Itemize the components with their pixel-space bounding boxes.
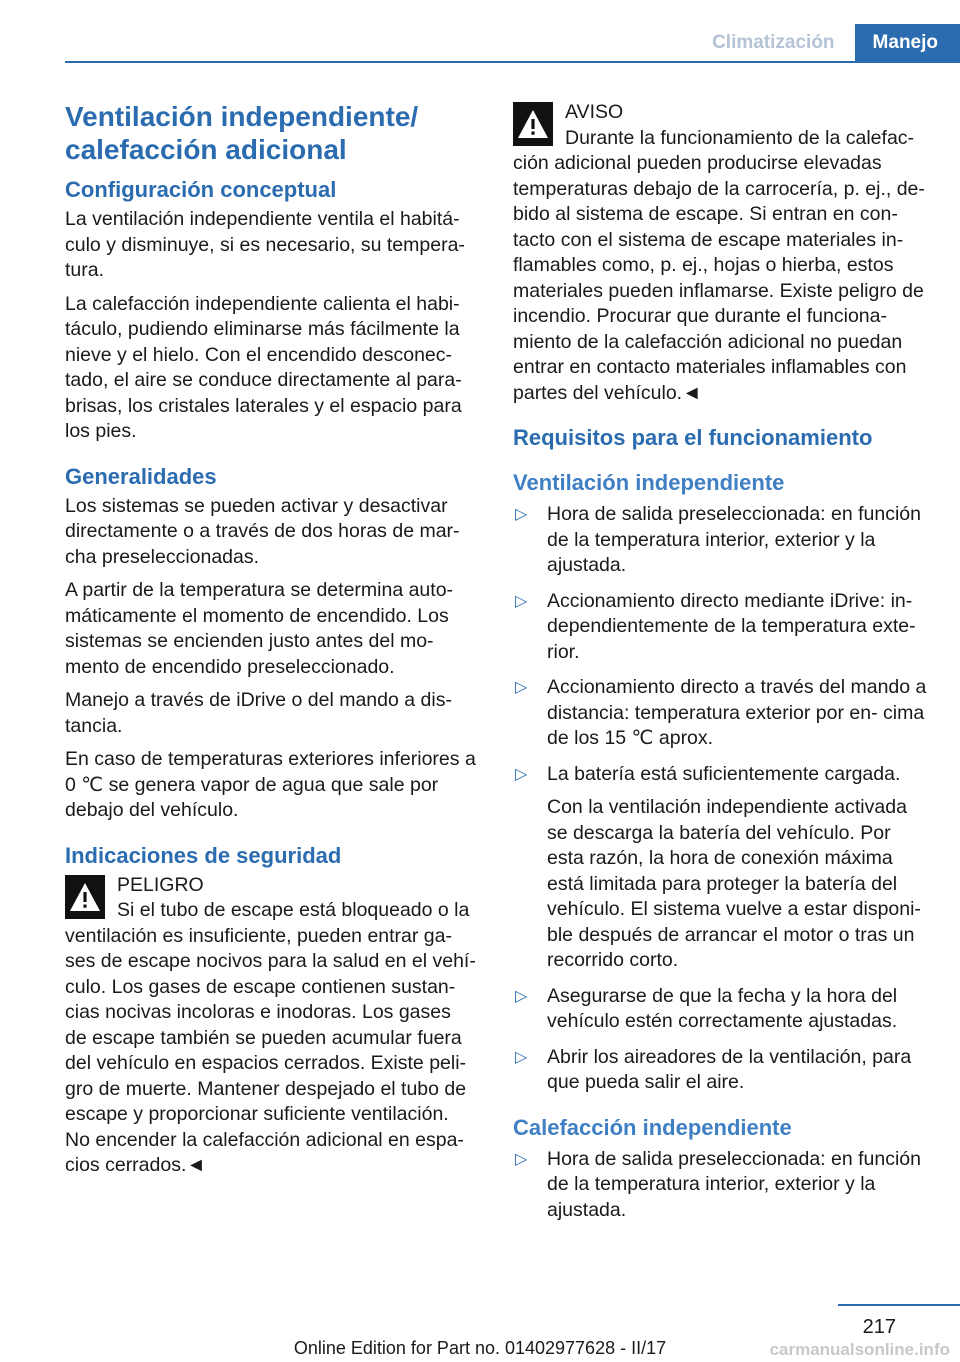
- triangle-bullet-icon: ▷: [515, 506, 528, 523]
- header-divider: [65, 61, 960, 63]
- triangle-bullet-icon: ▷: [515, 592, 528, 610]
- triangle-bullet-icon: ▷: [515, 679, 528, 696]
- list-item: ▷ Hora de salida preseleccionada: en función de la temperatura interior, exterior y la ajustada.: [515, 503, 921, 576]
- danger-box: [65, 873, 477, 1179]
- notice-box: [513, 100, 927, 406]
- triangle-bullet-icon: ▷: [515, 987, 528, 1005]
- list-item: ▷ Accionamiento directo a través del mando a distancia: temperatura exterior por en- cima de los 15 ℃ aprox.: [515, 676, 927, 749]
- left-column: [65, 100, 477, 1179]
- concept-paragraph-2: La calefacción independiente calienta el habi- táculo, pudiendo eliminarse más fácilmente la nieve y el hielo. Con el encendido desconec- tado, el aire se conduce directamente al para- brisas, los cristales laterales y el espacio para los pies.: [65, 292, 462, 442]
- list-item: ▷ Accionamiento directo mediante iDrive: in- dependientemente de la temperatura exte- rior.: [515, 589, 916, 663]
- notice-text: ción adicional pueden producirse elevadas temperaturas debajo de la carrocería, p. ej., de- bido al sistema de escape. Si entran en con- tacto con el sistema de escape materiales in- flamables como, p. ej., hojas o hierba, estos materiales pueden inflamarse. Existe peligro de incendio. Procurar que durante el funciona- miento de la calefacción adicional no puedan entrar en contacto materiales inflamables con partes del vehículo.◄: [513, 152, 925, 404]
- watermark: carmanualsonline.info: [769, 1340, 950, 1359]
- page-number: 217: [862, 1316, 896, 1338]
- safety-heading: Indicaciones de seguridad: [65, 842, 342, 868]
- warning-triangle-icon: [513, 102, 553, 146]
- warning-triangle-icon: [65, 875, 105, 919]
- ventilation-list: [513, 502, 927, 1096]
- list-item: ▷ Hora de salida preseleccionada: en función de la temperatura interior, exterior y la ajustada.: [515, 1147, 921, 1221]
- triangle-bullet-icon: ▷: [515, 765, 528, 783]
- header-tabs: [692, 24, 960, 62]
- general-paragraph-4: En caso de temperaturas exteriores inferiores a 0 ℃ se genera vapor de agua que sale por debajo del vehículo.: [65, 748, 476, 821]
- list-item: ▷ Asegurarse de que la fecha y la hora del vehículo estén correctamente ajustadas.: [515, 984, 898, 1032]
- concept-heading: Configuración conceptual: [65, 177, 337, 202]
- list-item: ▷ Abrir los aireadores de la ventilación, para que pueda salir el aire.: [515, 1045, 912, 1093]
- general-paragraph-1: Los sistemas se pueden activar y desactivar directamente o a través de dos horas de mar- cha preseleccionadas.: [65, 494, 460, 568]
- general-paragraph-3: Manejo a través de iDrive o del mando a dis- tancia.: [65, 689, 452, 737]
- danger-text-first: Si el tubo de escape está bloqueado o la: [117, 899, 470, 921]
- danger-text: ventilación es insuficiente, pueden entrar ga- ses de escape nocivos para la salud en el vehí- culo. Los gases de escape contienen sustan- cias nocivas incoloras e inodoras. Los gases de escape también se pueden acumular fuera del vehículo en espacios cerrados. Existe peli- gro de muerte. Mantener despejado el tubo de escape y proporcionar suficiente ventilación. No encender la calefacción adicional en espa- cios cerrados.◄: [65, 924, 476, 1176]
- edition-note: Online Edition for Part no. 01402977628 - II/17: [293, 1338, 667, 1358]
- right-column: [513, 100, 927, 1233]
- footer-divider: [838, 1304, 960, 1306]
- triangle-bullet-icon: ▷: [515, 1048, 528, 1066]
- concept-paragraph-1: La ventilación independiente ventila el habitá- culo y disminuye, si es necesario, su tempera- tura.: [65, 208, 465, 281]
- general-heading: Generalidades: [65, 463, 217, 489]
- tab-section[interactable]: Climatización: [692, 24, 854, 62]
- heating-list: [513, 1147, 927, 1224]
- list-item: ▷ La batería está suficientemente cargada. Con la ventilación independiente activada se descarga la batería del vehículo. Por esta razón, la hora de conexión máxima está limitada para proteger la batería del vehículo. El sistema vuelve a estar disponi- ble después de arrancar el motor o tras un recorrido corto.: [513, 762, 927, 974]
- triangle-bullet-icon: ▷: [515, 1150, 528, 1168]
- danger-label: PELIGRO: [117, 873, 204, 896]
- general-paragraph-2: A partir de la temperatura se determina auto- máticamente el momento de encendido. Los sistemas se encienden justo antes del mo- mento de encendido preseleccionado.: [65, 579, 454, 678]
- requirements-heading: Requisitos para el funcionamiento: [513, 425, 873, 450]
- battery-note: Con la ventilación independiente activada se descarga la batería del vehículo. Por esta razón, la hora de conexión máxima está limitada para proteger la batería del vehículo. El sistema vuelve a estar disponi- ble después de arrancar el motor o tras un recorrido corto.: [547, 796, 921, 971]
- page-title: Ventilación independiente/ calefacción adicional: [65, 101, 419, 165]
- tab-chapter[interactable]: Manejo: [855, 24, 960, 62]
- notice-label: AVISO: [565, 101, 624, 123]
- heating-heading: Calefacción independiente: [513, 1114, 792, 1140]
- ventilation-heading: Ventilación independiente: [513, 470, 785, 495]
- notice-text-first: Durante la funcionamiento de la calefac-: [565, 126, 915, 149]
